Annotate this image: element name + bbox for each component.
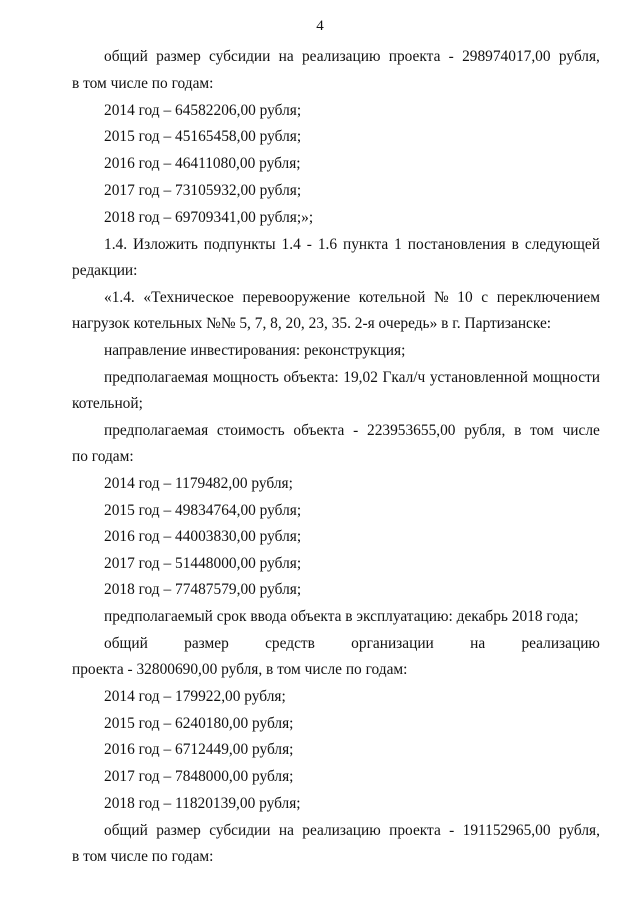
word: размер xyxy=(156,822,201,839)
word: 1.6 xyxy=(317,236,338,253)
indented-line: 2016 год – 46411080,00 рубля; xyxy=(104,155,301,172)
word: числе xyxy=(562,422,600,439)
word: Изложить xyxy=(133,236,198,253)
continuation-line: в том числе по годам: xyxy=(72,75,214,92)
indented-line: 2018 год – 11820139,00 рубля; xyxy=(104,795,301,812)
indented-line: 2014 год – 1179482,00 рубля; xyxy=(104,475,293,492)
justified-line xyxy=(104,422,600,440)
word: объекта: xyxy=(283,369,339,386)
indented-line: 2017 год – 51448000,00 рубля; xyxy=(104,555,302,572)
indented-line: предполагаемый срок ввода объекта в эксплуатацию: декабрь 2018 года; xyxy=(104,608,579,625)
continuation-line: по годам: xyxy=(72,448,134,465)
page-number: 4 xyxy=(316,18,324,34)
justified-line xyxy=(104,369,600,387)
justified-line xyxy=(104,236,600,254)
indented-line: 2017 год – 7848000,00 рубля; xyxy=(104,768,294,785)
word: подпункты xyxy=(203,236,276,253)
word: 298974017,00 xyxy=(462,48,551,65)
word: 191152965,00 xyxy=(462,822,551,839)
justified-line xyxy=(104,635,600,653)
word: размер xyxy=(184,635,229,652)
indented-line: 2014 год – 64582206,00 рубля; xyxy=(104,102,302,119)
indented-line: 2016 год – 6712449,00 рубля; xyxy=(104,741,294,758)
word: рубля, xyxy=(558,48,600,65)
indented-line: 2015 год – 6240180,00 рубля; xyxy=(104,715,294,732)
word: мощность xyxy=(212,369,279,386)
word: «Техническое xyxy=(143,289,234,306)
word: Гкал/ч xyxy=(382,369,426,386)
justified-line xyxy=(104,48,600,66)
word: рубля, xyxy=(558,822,600,839)
word: перевооружение xyxy=(242,289,351,306)
word: общий xyxy=(104,822,148,839)
word: котельной xyxy=(358,289,426,306)
word: 1.4. xyxy=(104,236,128,253)
word: на xyxy=(278,822,294,839)
word: реализацию xyxy=(301,48,381,65)
word: в xyxy=(514,422,522,439)
word: общий xyxy=(104,635,148,652)
continuation-line: котельной; xyxy=(72,395,143,412)
word: организации xyxy=(351,635,434,652)
word: - xyxy=(448,48,454,65)
indented-line: 2015 год – 45165458,00 рубля; xyxy=(104,128,302,145)
word: реализацию xyxy=(302,822,381,839)
word: 19,02 xyxy=(343,369,378,386)
word: проекта xyxy=(389,822,441,839)
indented-line: направление инвестирования: реконструкция; xyxy=(104,342,406,359)
word: следующей xyxy=(524,236,600,253)
justified-line xyxy=(104,822,600,840)
indented-line: 2018 год – 69709341,00 рубля;»; xyxy=(104,209,314,226)
word: на xyxy=(278,48,294,65)
word: № xyxy=(434,289,449,306)
word: размер xyxy=(156,48,201,65)
continuation-line: проекта - 32800690,00 рубля, в том числе по годам: xyxy=(72,661,408,678)
word: постановления xyxy=(407,236,506,253)
word: установленной xyxy=(429,369,529,386)
word: проекта xyxy=(388,48,441,65)
indented-line: 2014 год – 179922,00 рубля; xyxy=(104,688,286,705)
continuation-line: нагрузок котельных №№ 5, 7, 8, 20, 23, 35. 2-я очередь» в г. Партизанске: xyxy=(72,315,552,332)
word: средств xyxy=(265,635,315,652)
word: 10 xyxy=(457,289,473,306)
word: переключением xyxy=(496,289,600,306)
indented-line: 2015 год – 49834764,00 рубля; xyxy=(104,502,302,519)
word: 223953655,00 xyxy=(367,422,456,439)
word: в xyxy=(511,236,519,253)
word: том xyxy=(530,422,554,439)
word: «1.4. xyxy=(104,289,135,306)
word: рубля, xyxy=(464,422,506,439)
word: реализацию xyxy=(521,635,600,652)
word: 1 xyxy=(394,236,402,253)
word: общий xyxy=(104,48,148,65)
indented-line: 2018 год – 77487579,00 рубля; xyxy=(104,581,302,598)
word: - xyxy=(306,236,312,253)
word: - xyxy=(353,422,359,439)
indented-line: 2017 год – 73105932,00 рубля; xyxy=(104,182,302,199)
word: мощности xyxy=(532,369,600,386)
word: субсидии xyxy=(209,48,271,65)
word: стоимость xyxy=(216,422,285,439)
word: с xyxy=(481,289,489,306)
word: субсидии xyxy=(209,822,271,839)
word: 1.4 xyxy=(281,236,301,253)
word: объекта xyxy=(293,422,345,439)
continuation-line: в том числе по годам: xyxy=(72,848,214,865)
word: - xyxy=(449,822,455,839)
word: предполагаемая xyxy=(104,422,209,439)
word: пункта xyxy=(343,236,389,253)
indented-line: 2016 год – 44003830,00 рубля; xyxy=(104,528,302,545)
justified-line xyxy=(104,289,600,307)
continuation-line: редакции: xyxy=(72,262,138,279)
word: предполагаемая xyxy=(104,369,209,386)
word: на xyxy=(470,635,486,652)
